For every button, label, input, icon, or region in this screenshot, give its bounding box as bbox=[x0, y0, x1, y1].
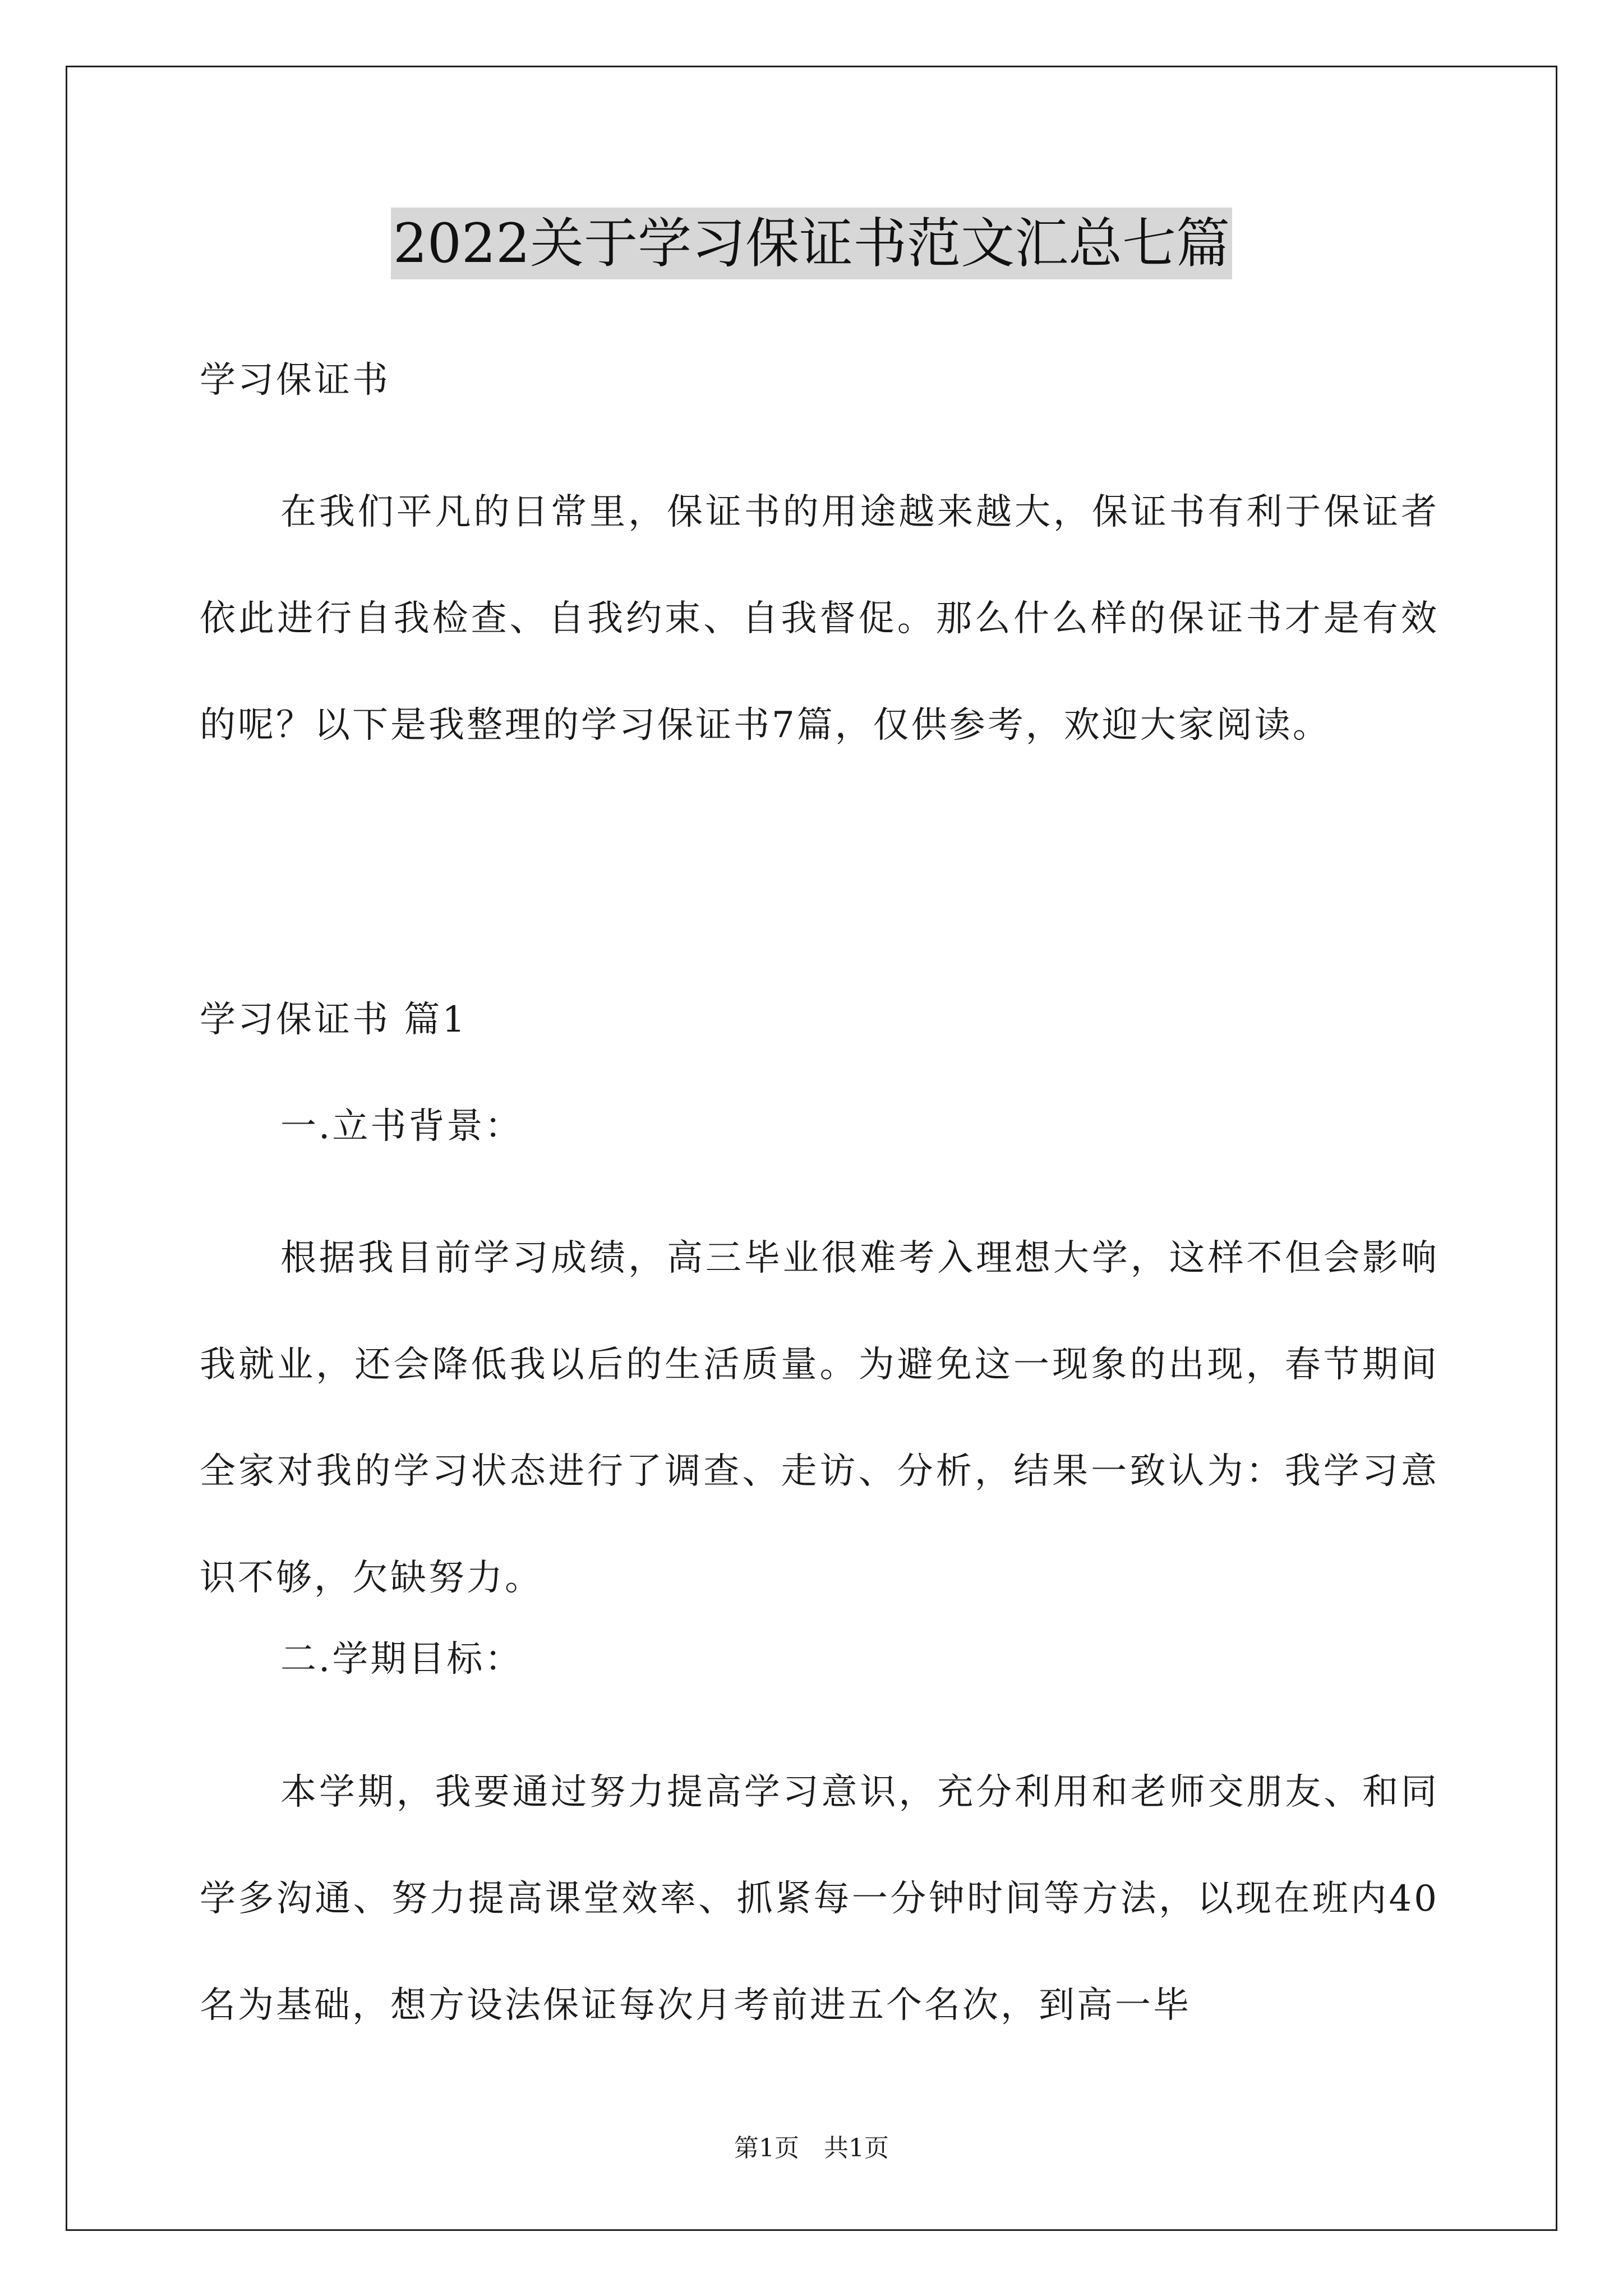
background-paragraph: 根据我目前学习成绩，高三毕业很难考入理想大学，这样不但会影响我就业，还会降低我以后的生活质量。为避免这一现象的出现，春节期间全家对我的学习状态进行了调查、走访、分析，结果一致认为：我学习意识不够，欠缺努力。 bbox=[200, 1237, 1439, 1599]
section-heading: 学习保证书 篇1 bbox=[200, 999, 468, 1041]
background-heading: 一.立书背景： bbox=[280, 1106, 523, 1147]
intro-paragraph: 在我们平凡的日常里，保证书的用途越来越大，保证书有利于保证者依此进行自我检查、自我约束、自我督促。那么什么样的保证书才是有效的呢？以下是我整理的学习保证书7篇，仅供参考，欢迎大家阅读。 bbox=[200, 491, 1439, 746]
goal-paragraph: 本学期，我要通过努力提高学习意识，充分利用和老师交朋友、和同学多沟通、努力提高课堂效率、抓紧每一分钟时间等方法，以现在班内40名为基础，想方设法保证每次月考前进五个名次，到高一毕 bbox=[200, 1772, 1439, 2026]
goal-heading: 二.学期目标： bbox=[280, 1639, 523, 1680]
title-container bbox=[0, 208, 1623, 279]
document-title: 2022关于学习保证书范文汇总七篇 bbox=[391, 208, 1232, 279]
subheading: 学习保证书 bbox=[200, 360, 390, 401]
page-footer: 第1页 共1页 bbox=[734, 2134, 889, 2162]
